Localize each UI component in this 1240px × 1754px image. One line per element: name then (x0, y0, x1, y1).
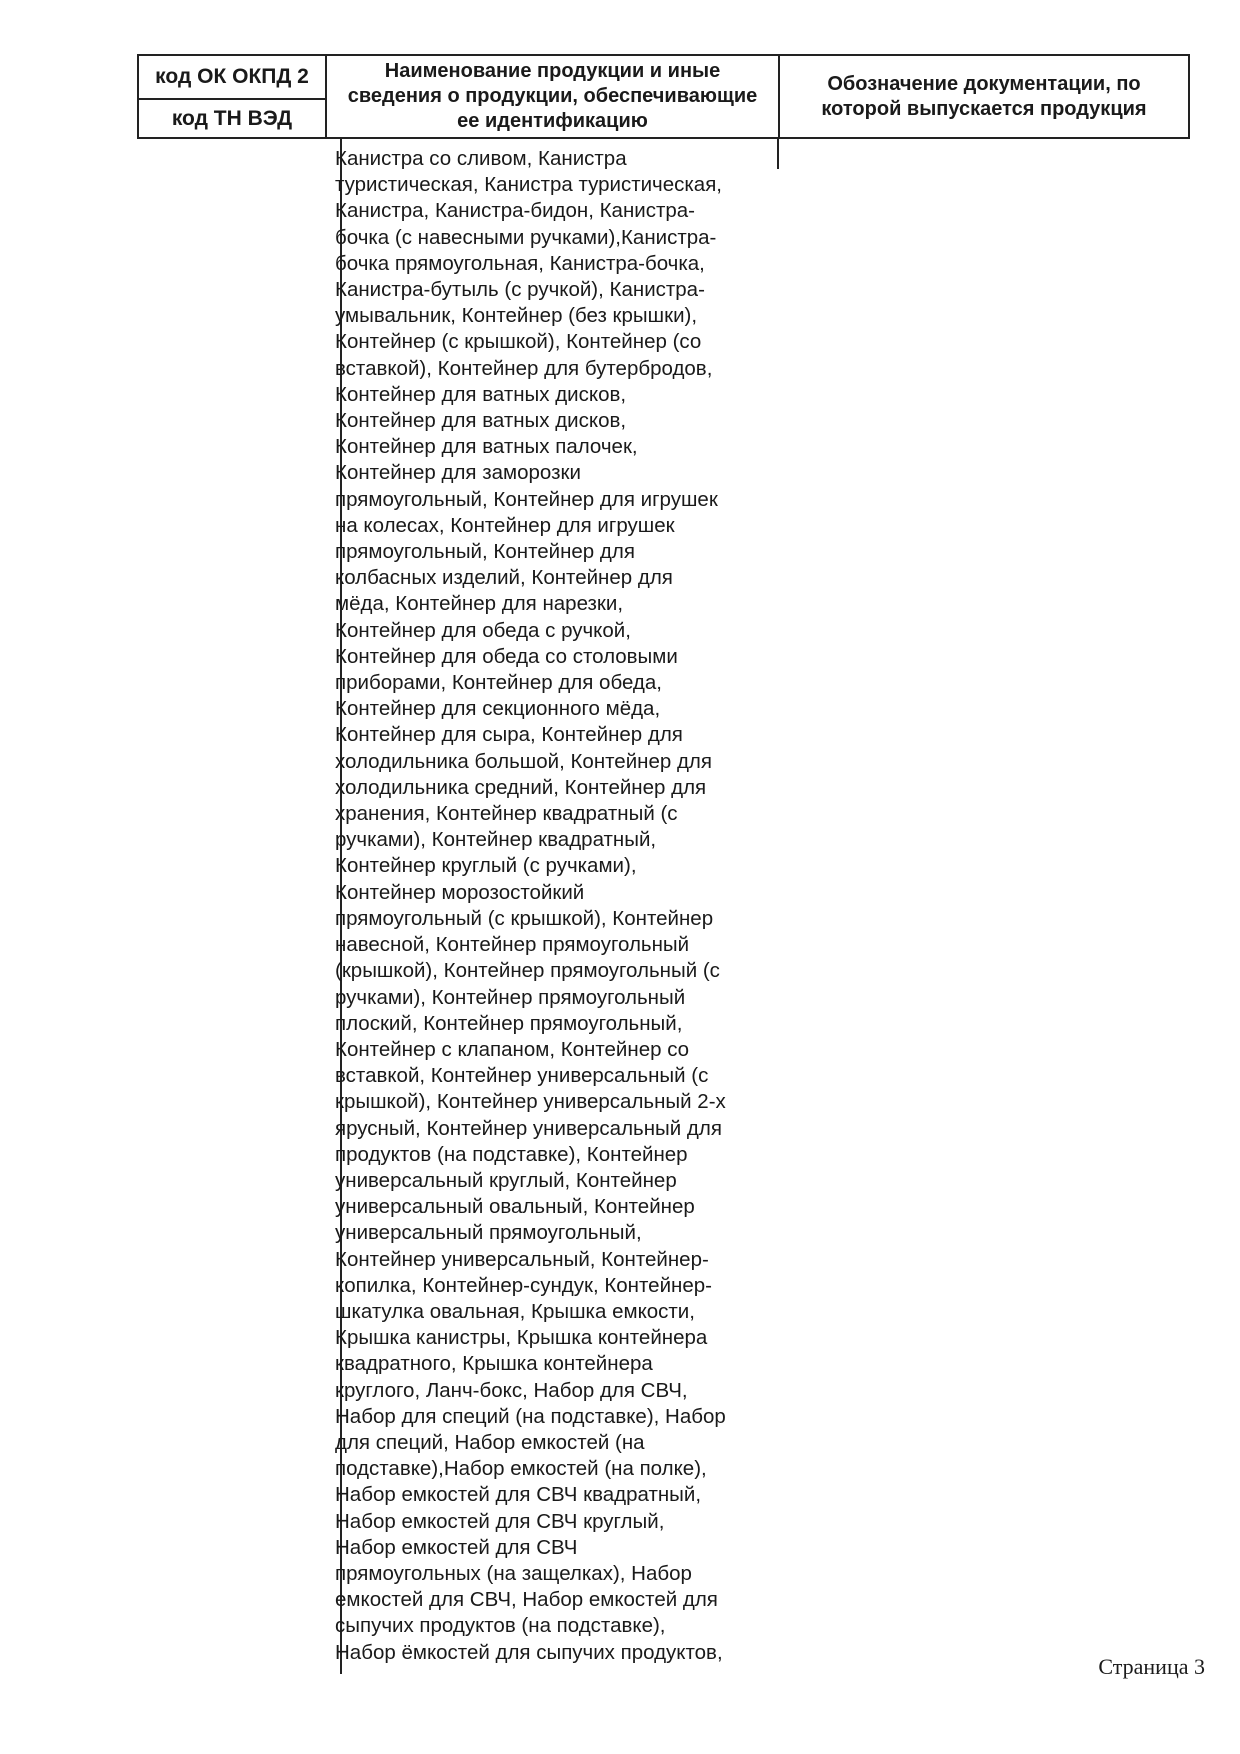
product-description: Канистра со сливом, Канистра туристическая, Канистра туристическая, Канистра, Канистра-бидон, Канистра- бочка (с навесными ручками),Канистра- бочка прямоугольная, Канистра-бочка, Канистра-бутыль (с ручкой), Канистра- умывальник, Контейнер (без крышки), Контейнер (с крышкой), Контейнер (со вставкой), Контейнер для бутербродов, Контейнер для ватных дисков, Контейнер для ватных дисков, Контейнер для ватных палочек, Контейнер для заморозки прямоугольный, Контейнер для игрушек на колесах, Контейнер для игрушек прямоугольный, Контейнер для колбасных изделий, Контейнер для мёда, Контейнер для нарезки, Контейнер для обеда с ручкой, Контейнер для обеда со столовыми приборами, Контейнер для обеда, Контейнер для секционного мёда, Контейнер для сыра, Контейнер для холодильника большой, Контейнер для холодильника средний, Контейнер для хранения, Контейнер квадратный (с ручками), Контейнер квадратный, Контейнер круглый (с ручками), Контейнер морозостойкий прямоугольный (с крышкой), Контейнер навесной, Контейнер прямоугольный (крышкой), Контейнер прямоугольный (с ручками), Контейнер прямоугольный плоский, Контейнер прямоугольный, Контейнер с клапаном, Контейнер со вставкой, Контейнер универсальный (с крышкой), Контейнер универсальный 2-х ярусный, Контейнер универсальный для продуктов (на подставке), Контейнер универсальный круглый, Контейнер универсальный овальный, Контейнер универсальный прямоугольный, Контейнер универсальный, Контейнер- копилка, Контейнер-сундук, Контейнер- шкатулка овальная, Крышка емкости, Крышка канистры, Крышка контейнера квадратного, Крышка контейнера круглого, Ланч-бокс, Набор для СВЧ, Набор для специй (на подставке), Набор для специй, Набор емкостей (на подставке),Набор емкостей (на полке), Набор емкостей для СВЧ квадратный, Набор емкостей для СВЧ круглый, Набор емкостей для СВЧ прямоугольных (на защелках), Набор емкостей для СВЧ, Набор емкостей для сыпучих продуктов (на подставке), Набор ёмкостей для сыпучих продуктов, (335, 147, 726, 1664)
documentation-header: Обозначение документации, по которой выпускается продукция (821, 72, 1147, 120)
tn-ved-code-header: код ТН ВЭД (171, 106, 293, 130)
header-table (137, 54, 1190, 139)
code-column-header (139, 56, 327, 137)
okpd2-code-header: код ОК ОКПД 2 (139, 56, 325, 100)
product-name-header: Наименование продукции и иные сведения о продукции, обеспечивающие ее идентификацию (327, 56, 780, 137)
page-number: Страница 3 (1098, 1654, 1205, 1679)
